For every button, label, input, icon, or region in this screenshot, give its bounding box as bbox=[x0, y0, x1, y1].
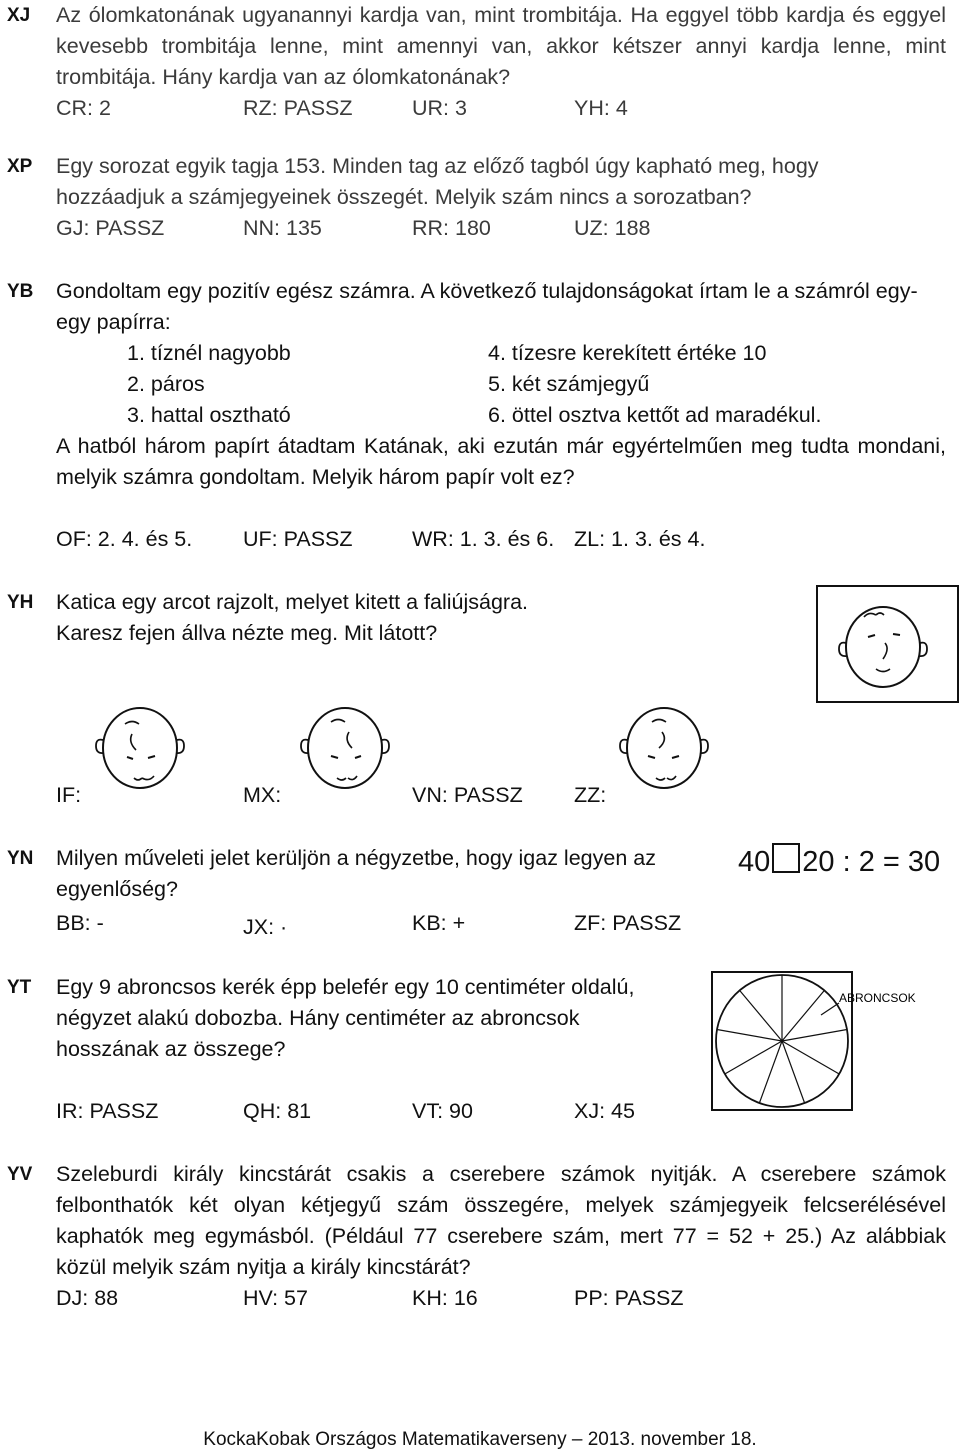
question-text-line: Katica egy arcot rajzolt, melyet kitett a faliújságra. bbox=[56, 590, 529, 614]
question-code: XP bbox=[7, 156, 33, 177]
question-code: YH bbox=[7, 592, 34, 613]
question-text bbox=[56, 587, 756, 649]
question-text: Egy 9 abroncsos kerék épp belefér egy 10 centiméter oldalú, négyzet alakú dobozba. Hány centiméter az abroncsok hosszának az összege? bbox=[56, 975, 635, 1061]
question-code: XJ bbox=[7, 5, 31, 26]
answer-option: RR: 180 bbox=[412, 216, 491, 240]
figure-label: ABRONCSOK bbox=[839, 991, 916, 1005]
answer-option: KB: + bbox=[412, 911, 466, 935]
answer-option: IF: bbox=[56, 783, 82, 807]
face-drawing-original bbox=[816, 585, 959, 703]
question-text-continued: A hatból három papírt átadtam Katának, aki ezután már egyértelműen meg tudta mondani, melyik számra gondoltam. Melyik három papír volt ez? bbox=[56, 434, 946, 489]
answer-option: MX: bbox=[243, 783, 282, 807]
property-item: 5. két számjegyű bbox=[488, 372, 650, 396]
equation bbox=[738, 843, 940, 879]
page-footer: KockaKobak Országos Matematikaverseny – 2013. november 18. bbox=[203, 1429, 757, 1450]
answer-option: UR: 3 bbox=[412, 96, 467, 120]
answer-option: KH: 16 bbox=[412, 1286, 478, 1310]
answer-option: QH: 81 bbox=[243, 1099, 312, 1123]
question-text: Milyen műveleti jelet kerüljön a négyzetbe, hogy igaz legyen az egyenlőség? bbox=[56, 846, 656, 901]
question-text: Szeleburdi király kincstárát csakis a cserebere számok nyitják. A cserebere számok felbonthatók két olyan kétjegyű szám összegére, melyek számjegyeik felcserélésével kaphatók meg egymásból. (Például 77 cserebere szám, mert 77 = 52 + 25.) Az alábbiak közül melyik szám nyitja a király kincstárát? bbox=[56, 1162, 946, 1279]
question-text-line: Karesz fejen állva nézte meg. Mit látott? bbox=[56, 621, 438, 645]
property-item: 3. hattal osztható bbox=[127, 403, 291, 427]
answer-option: UF: PASSZ bbox=[243, 527, 353, 551]
answer-option: RZ: PASSZ bbox=[243, 96, 353, 120]
question-code: YV bbox=[7, 1164, 33, 1185]
answer-option: XJ: 45 bbox=[574, 1099, 635, 1123]
answer-option: BB: - bbox=[56, 911, 104, 935]
operator-box bbox=[772, 843, 800, 873]
answer-option: VN: PASSZ bbox=[412, 783, 523, 807]
answer-option: VT: 90 bbox=[412, 1099, 473, 1123]
property-item: 4. tízesre kerekített értéke 10 bbox=[488, 341, 767, 365]
property-item: 2. páros bbox=[127, 372, 205, 396]
question-code: YT bbox=[7, 977, 32, 998]
answer-option: HV: 57 bbox=[243, 1286, 308, 1310]
property-item: 6. öttel osztva kettőt ad maradékul. bbox=[488, 403, 822, 427]
face-option-zz bbox=[610, 700, 720, 798]
property-list-left bbox=[127, 338, 291, 431]
answer-option: ZF: PASSZ bbox=[574, 911, 682, 935]
property-item: 1. tíznél nagyobb bbox=[127, 341, 291, 365]
answer-option: DJ: 88 bbox=[56, 1286, 119, 1310]
answer-option: IR: PASSZ bbox=[56, 1099, 159, 1123]
question-text: Gondoltam egy pozitív egész számra. A következő tulajdonságokat írtam le a számról egy-egy papírra: bbox=[56, 279, 918, 334]
answer-option: GJ: PASSZ bbox=[56, 216, 165, 240]
answer-option: ZL: 1. 3. és 4. bbox=[574, 527, 706, 551]
question-text: Egy sorozat egyik tagja 153. Minden tag az előző tagból úgy kapható meg, hogy hozzáadjuk a számjegyeinek összegét. Melyik szám nincs a sorozatban? bbox=[56, 154, 819, 209]
answer-option: NN: 135 bbox=[243, 216, 322, 240]
equation-left: 40 bbox=[738, 846, 771, 878]
wheel-in-box-figure bbox=[711, 971, 951, 1111]
answer-option: WR: 1. 3. és 6. bbox=[412, 527, 555, 551]
question-code: YN bbox=[7, 848, 34, 869]
answer-option: OF: 2. 4. és 5. bbox=[56, 527, 193, 551]
answer-option: JX: · bbox=[243, 915, 288, 939]
property-list-right bbox=[488, 338, 821, 431]
answer-option: PP: PASSZ bbox=[574, 1286, 684, 1310]
answer-option: CR: 2 bbox=[56, 96, 111, 120]
answer-option: UZ: 188 bbox=[574, 216, 651, 240]
question-text: Az ólomkatonának ugyanannyi kardja van, mint trombitája. Ha eggyel több kardja és eggyel kevesebb trombitája lenne, mint amennyi van, akkor kétszer annyi kardja lenne, mint trombitája. Hány kardja van az ólomkatonának? bbox=[56, 3, 946, 89]
answer-option: ZZ: bbox=[574, 783, 607, 807]
face-option-mx bbox=[291, 700, 401, 798]
equation-right: 20 : 2 = 30 bbox=[802, 846, 941, 878]
face-option-if bbox=[90, 700, 200, 798]
question-code: YB bbox=[7, 281, 34, 302]
answer-option: YH: 4 bbox=[574, 96, 628, 120]
